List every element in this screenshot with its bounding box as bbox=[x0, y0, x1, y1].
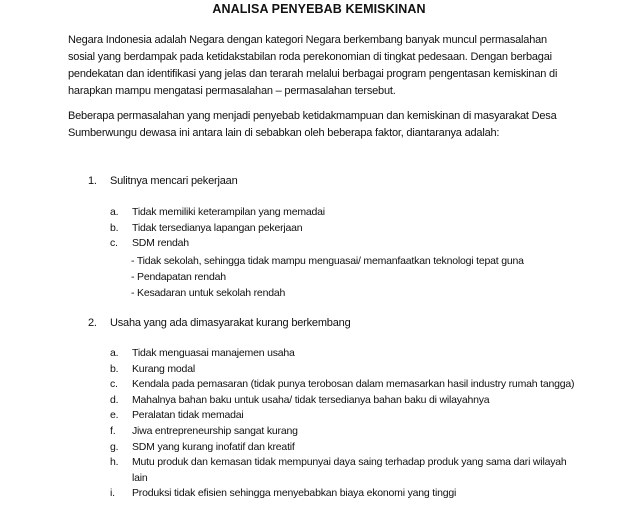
item-letter: a. bbox=[110, 206, 119, 218]
item-letter: a. bbox=[110, 347, 119, 359]
causes-paragraph: Beberapa permasalahan yang menjadi penyebab ketidakmampuan dan kemiskinan di masyarakat Desa Sumberwungu dewasa ini antara lain di sebabkan oleh beberapa faktor, diantaranya adalah: bbox=[68, 110, 557, 139]
list-item bbox=[110, 393, 580, 409]
list-item bbox=[110, 362, 580, 378]
section-heading-text: Usaha yang ada dimasyarakat kurang berkembang bbox=[110, 317, 351, 329]
list-item bbox=[110, 486, 580, 502]
item-text: Tidak memiliki keterampilan yang memadai bbox=[132, 206, 325, 218]
list-item bbox=[110, 221, 580, 237]
item-text: Kurang modal bbox=[132, 362, 195, 375]
item-text: Produksi tidak efisien sehingga menyebabkan biaya ekonomi yang tinggi bbox=[132, 487, 457, 500]
item-text: Tidak menguasai manajemen usaha bbox=[132, 347, 295, 359]
section-heading-2 bbox=[88, 317, 350, 329]
section-number: 1. bbox=[88, 175, 97, 187]
sub-item: - Kesadaran untuk sekolah rendah bbox=[131, 287, 286, 299]
item-letter: h. bbox=[110, 456, 119, 469]
intro-paragraph: Negara Indonesia adalah Negara dengan kategori Negara berkembang banyak muncul permasalahan sosial yang berdampak pada ketidakstabilan roda perekonomian di tingkat pedesaan. Dengan berbagai pendekatan dan identifikasi yang jelas dan terarah melalui berbagai program pengentasan kemiskinan di harapkan mampu mengatasi permasalahan – permasalahan tersebut. bbox=[68, 34, 558, 97]
section-1-sublist bbox=[131, 253, 524, 301]
item-text: SDM yang kurang inofatif dan kreatif bbox=[132, 440, 295, 453]
section-2-list bbox=[110, 346, 580, 502]
item-letter: i. bbox=[110, 487, 115, 500]
item-letter: e. bbox=[110, 409, 119, 422]
list-item bbox=[110, 377, 580, 393]
item-letter: f. bbox=[110, 424, 116, 437]
item-text: Kendala pada pemasaran (tidak punya terobosan dalam memasarkan hasil industry rumah tangga) bbox=[132, 378, 575, 391]
item-letter: b. bbox=[110, 221, 119, 234]
item-letter: d. bbox=[110, 393, 119, 406]
sub-item: - Tidak sekolah, sehingga tidak mampu menguasai/ memanfaatkan teknologi tepat guna bbox=[131, 255, 524, 267]
section-number: 2. bbox=[88, 317, 97, 329]
list-item bbox=[110, 424, 580, 440]
list-item bbox=[110, 205, 580, 221]
document-title: ANALISA PENYEBAB KEMISKINAN bbox=[212, 2, 426, 16]
item-letter: c. bbox=[110, 378, 118, 391]
section-heading-text: Sulitnya mencari pekerjaan bbox=[110, 175, 238, 187]
list-item bbox=[110, 408, 580, 424]
item-letter: c. bbox=[110, 237, 118, 250]
item-text: Mahalnya bahan baku untuk usaha/ tidak tersedianya bahan baku di wilayahnya bbox=[132, 393, 490, 406]
section-heading-1 bbox=[88, 175, 237, 187]
list-item bbox=[110, 346, 580, 362]
sub-item: - Pendapatan rendah bbox=[131, 271, 226, 283]
section-1-list bbox=[110, 205, 580, 252]
item-text: Mutu produk dan kemasan tidak mempunyai daya saing terhadap produk yang sama dari wilayah lain bbox=[132, 456, 567, 484]
item-text: Peralatan tidak memadai bbox=[132, 409, 244, 422]
item-letter: g. bbox=[110, 440, 119, 453]
item-text: SDM rendah bbox=[132, 237, 189, 250]
item-letter: b. bbox=[110, 362, 119, 375]
list-item bbox=[110, 236, 580, 252]
item-text: Tidak tersedianya lapangan pekerjaan bbox=[132, 221, 303, 234]
list-item bbox=[110, 455, 580, 486]
list-item bbox=[110, 440, 580, 456]
item-text: Jiwa entrepreneurship sangat kurang bbox=[132, 424, 298, 437]
